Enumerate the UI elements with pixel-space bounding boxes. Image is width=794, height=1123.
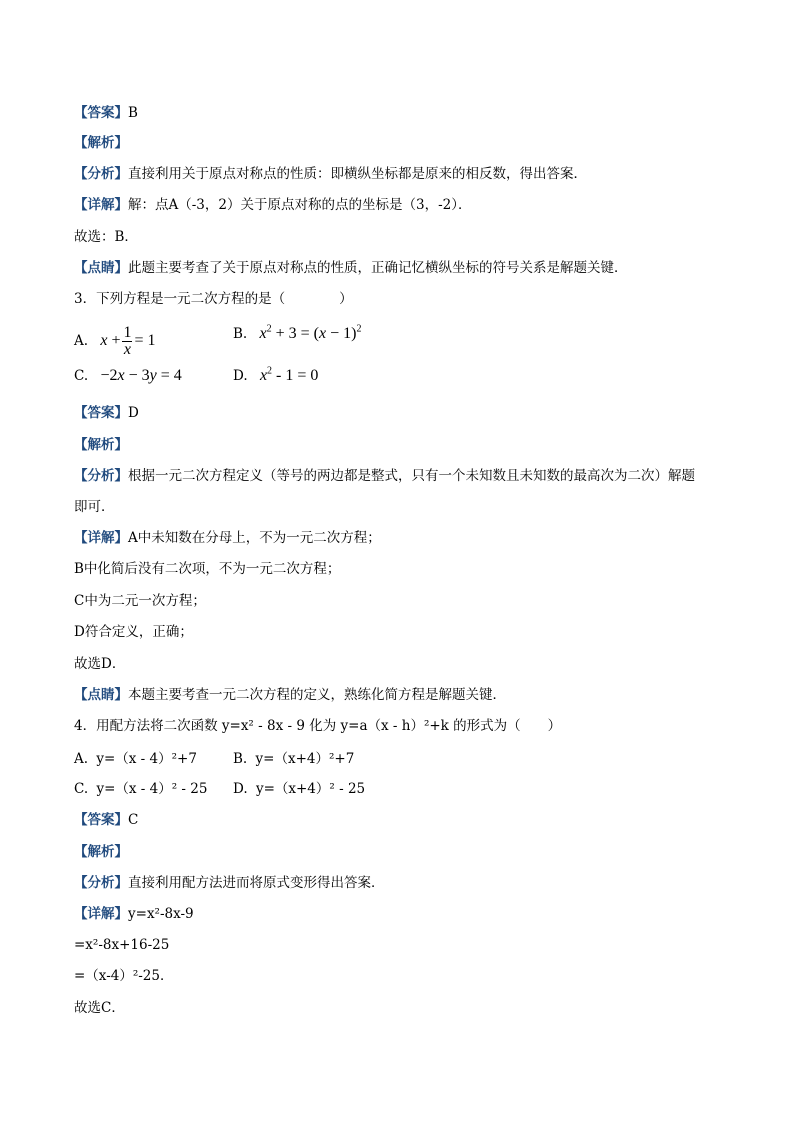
option-expression: y=（x+4）² - 25 <box>255 781 366 797</box>
q2-dianjing-line <box>74 259 628 277</box>
jiexi-tag: 【解析】 <box>74 844 128 860</box>
q3-stem <box>74 290 353 308</box>
fenxi-tag: 【分析】 <box>74 166 128 182</box>
q4-option-c <box>74 780 207 798</box>
q3-jiexi-line <box>74 436 128 454</box>
q4-xiangjie-line-3 <box>74 967 174 985</box>
xiangjie-text: A中未知数在分母上，不为一元二次方程； <box>128 530 381 546</box>
q4-fenxi-line <box>74 874 385 892</box>
q4-stem <box>74 717 561 735</box>
dianjing-tag: 【点睛】 <box>74 687 128 703</box>
q4-choice-line <box>74 999 125 1017</box>
q2-answer-line <box>74 104 138 122</box>
q3-dianjing-line <box>74 686 506 704</box>
xiangjie-text: y=x²-8x-9 <box>128 906 194 922</box>
choice-text: 故选C． <box>74 1000 125 1016</box>
fenxi-text: 根据一元二次方程定义（等号的两边都是整式，只有一个未知数且未知数的最高次为二次）解题 <box>128 468 695 484</box>
option-label: D. <box>233 781 248 797</box>
q3-choice-line <box>74 655 125 673</box>
xiangjie-tag: 【详解】 <box>74 530 128 546</box>
answer-value: C <box>128 812 139 828</box>
q2-fenxi-line <box>74 165 587 183</box>
q3-option-b <box>233 325 361 343</box>
question-stem: 4．用配方法将二次函数 y=x² - 8x - 9 化为 y=a（x - h）²+k 的形式为（ ） <box>74 718 562 734</box>
xiangjie-text: 解：点A（-3，2）关于原点对称的点的坐标是（3，-2）． <box>128 197 472 213</box>
option-expression: y=（x - 4）²+7 <box>96 751 197 767</box>
q4-option-d <box>233 780 365 798</box>
dianjing-tag: 【点睛】 <box>74 260 128 276</box>
q3-xiangjie-line-2 <box>74 560 340 578</box>
q3-option-c <box>74 367 182 385</box>
q4-option-a <box>74 750 197 768</box>
q3-xiangjie-line-3 <box>74 592 206 610</box>
option-label: A. <box>74 751 89 767</box>
answer-value: B <box>128 105 138 121</box>
xiangjie-text: C中为二元一次方程； <box>74 593 206 609</box>
option-label: D. <box>233 368 248 384</box>
option-label: C. <box>74 368 89 384</box>
q4-xiangjie-line-2 <box>74 936 169 954</box>
answer-tag: 【答案】 <box>74 812 128 828</box>
fenxi-text: 直接利用关于原点对称点的性质：即横纵坐标都是原来的相反数，得出答案． <box>128 166 587 182</box>
q4-xiangjie-line <box>74 905 194 923</box>
fenxi-text: 直接利用配方法进而将原式变形得出答案． <box>128 875 385 891</box>
answer-tag: 【答案】 <box>74 405 128 421</box>
q2-jiexi-line <box>74 134 128 152</box>
q3-answer-line <box>74 404 139 422</box>
choice-text: 故选：B． <box>74 229 138 245</box>
option-b-expression: $x^2 + 3 = (x - 1)^2$ <box>259 323 362 342</box>
choice-text: 故选D． <box>74 656 126 672</box>
fenxi-tag: 【分析】 <box>74 468 128 484</box>
option-label: A. <box>74 333 89 350</box>
xiangjie-text: D符合定义，正确； <box>74 624 193 640</box>
dianjing-text: 此题主要考查了关于原点对称点的性质，正确记忆横纵坐标的符号关系是解题关键． <box>128 260 628 276</box>
q3-fenxi-line-2 <box>74 498 115 516</box>
option-a-expression: x + $\frac{1}{x}$ = 1 <box>100 324 156 358</box>
jiexi-tag: 【解析】 <box>74 135 128 151</box>
q4-option-b <box>233 750 354 768</box>
q3-option-a <box>74 325 156 358</box>
q2-choice-line <box>74 228 138 246</box>
option-c-expression: −2x − 3y = 4 <box>100 367 182 384</box>
answer-tag: 【答案】 <box>74 105 128 121</box>
q4-answer-line <box>74 811 138 829</box>
xiangjie-text: B中化简后没有二次项，不为一元二次方程； <box>74 561 341 577</box>
option-expression: y=（x+4）²+7 <box>255 751 355 767</box>
question-stem: 3．下列方程是一元二次方程的是（ ） <box>74 291 353 307</box>
q3-xiangjie-line <box>74 529 381 547</box>
answer-value: D <box>128 405 139 421</box>
jiexi-tag: 【解析】 <box>74 437 128 453</box>
option-label: B. <box>233 751 248 767</box>
xiangjie-text: =x²-8x+16-25 <box>74 937 170 953</box>
q3-option-d <box>233 367 318 385</box>
q2-xiangjie-line <box>74 196 471 214</box>
option-label: C. <box>74 781 89 797</box>
xiangjie-tag: 【详解】 <box>74 197 128 213</box>
fenxi-text-continued: 即可． <box>74 499 115 515</box>
dianjing-text: 本题主要考查一元二次方程的定义，熟练化简方程是解题关键． <box>128 687 506 703</box>
q3-fenxi-line <box>74 467 695 485</box>
option-label: B. <box>233 326 248 342</box>
q4-jiexi-line <box>74 843 128 861</box>
option-d-expression: $x^2 - 1 = 0$ <box>259 365 319 384</box>
xiangjie-tag: 【详解】 <box>74 906 128 922</box>
xiangjie-text: =（x-4）²-25． <box>74 968 174 984</box>
fenxi-tag: 【分析】 <box>74 875 128 891</box>
q3-xiangjie-line-4 <box>74 623 193 641</box>
option-expression: y=（x - 4）² - 25 <box>96 781 208 797</box>
